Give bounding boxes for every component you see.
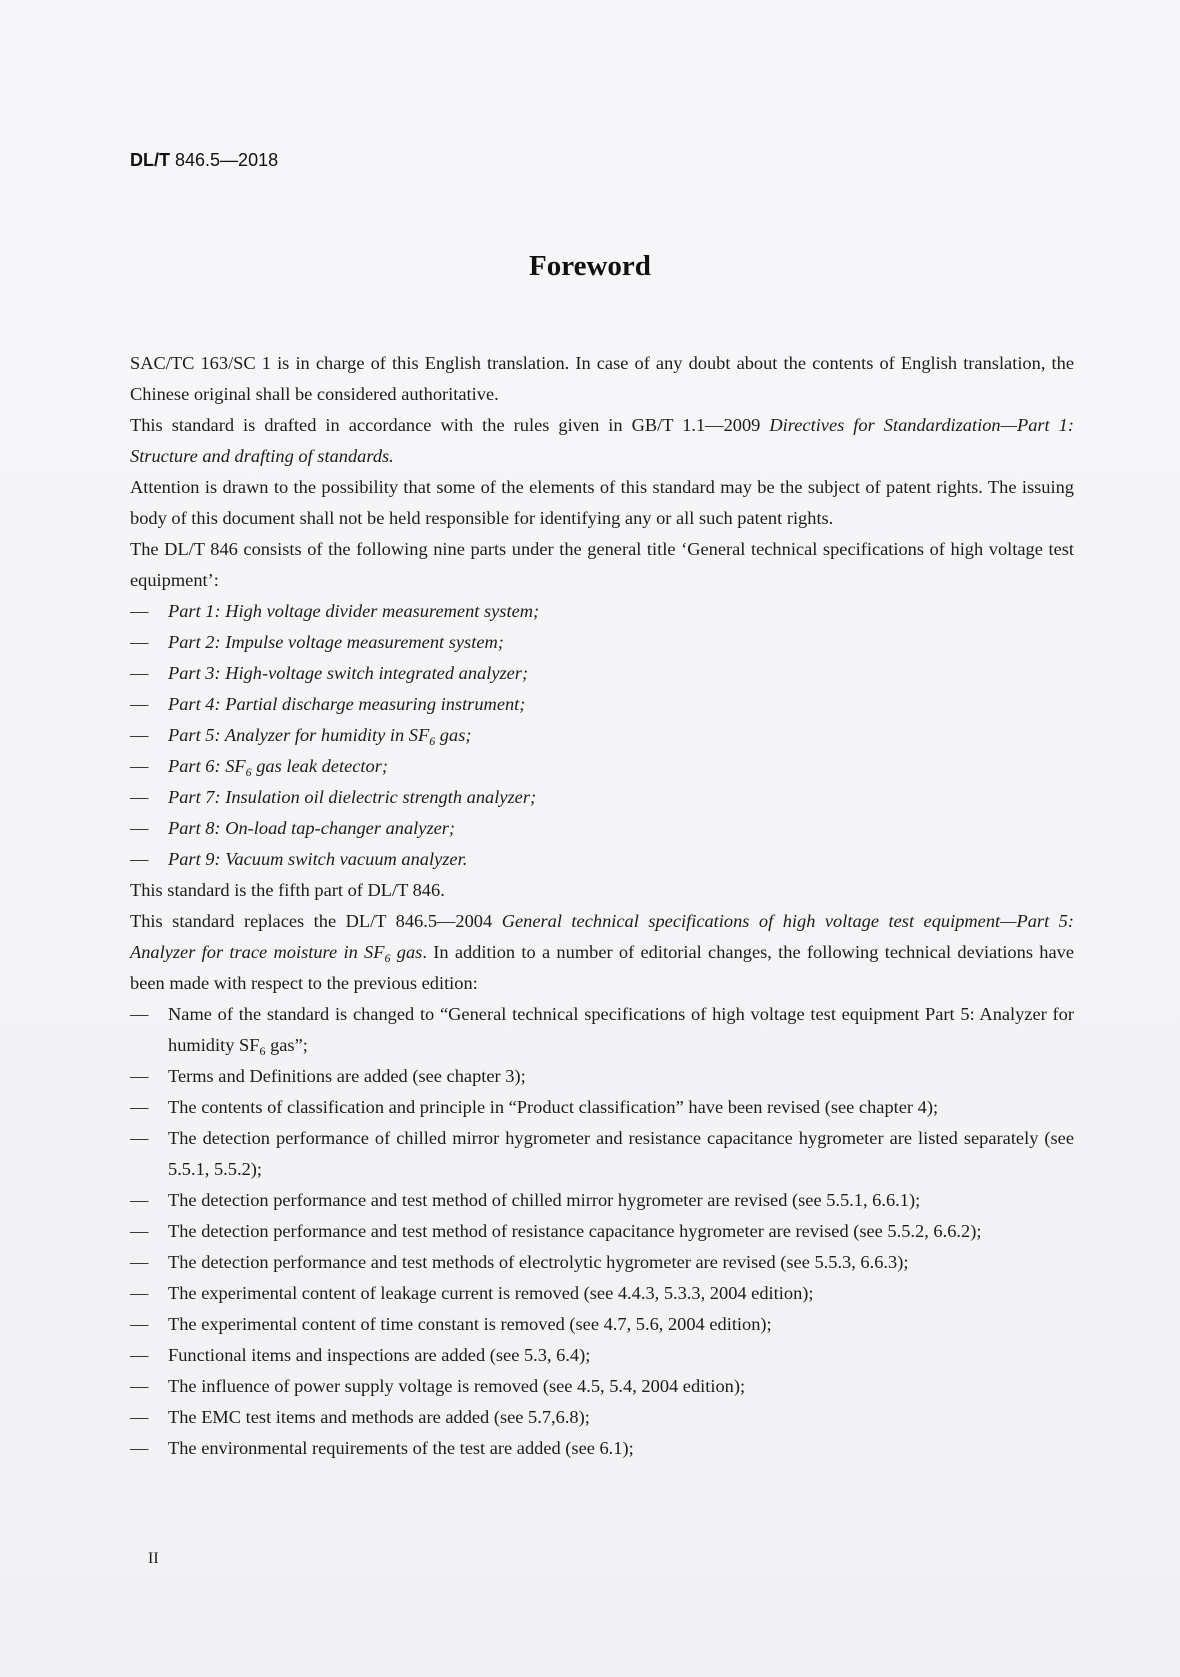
dash-bullet: — (130, 1097, 149, 1117)
dash-bullet: — (130, 1190, 149, 1210)
drafting-rules-text: This standard is drafted in accordance with the rules given in GB/T 1.1—2009 (130, 415, 770, 435)
change-name-sub: 6 (259, 1044, 266, 1058)
dash-bullet: — (130, 725, 149, 745)
change-text: The contents of classification and principle in “Product classification” have been revised (see chapter 4); (168, 1097, 939, 1117)
paragraph-fifth-part: This standard is the fifth part of DL/T 846. (130, 880, 445, 900)
list-item (130, 1402, 1074, 1433)
dash-bullet: — (130, 1438, 149, 1458)
list-item (130, 1123, 1074, 1185)
change-text: Functional items and inspections are added (see 5.3, 6.4); (168, 1345, 591, 1365)
replaces-lead: This standard replaces the DL/T 846.5—2004 (130, 911, 502, 931)
dash-bullet: — (130, 1004, 149, 1024)
directives-title: Directives for Standardization—Part 1: Structure and drafting of standards. (130, 415, 1074, 466)
change-name-lead: Name of the standard is changed to “General technical specifications of high voltage test equipment Part 5: Analyzer for humidity SF (168, 1004, 1074, 1055)
part6-tail: gas leak detector; (251, 756, 388, 776)
page-title: Foreword (529, 250, 651, 282)
standard-prefix: DL/T (130, 150, 170, 170)
part5-tail: gas; (435, 725, 472, 745)
dash-bullet: — (130, 1066, 149, 1086)
list-item (130, 627, 1074, 658)
changes-list (130, 999, 1074, 1464)
paragraph-patent-notice: Attention is drawn to the possibility that some of the elements of this standard may be the subject of patent rights. The issuing body of this document shall not be held responsible for identifying any or all such patent rights. (130, 477, 1074, 528)
dash-bullet: — (130, 601, 149, 621)
change-text: The detection performance and test methods of electrolytic hygrometer are revised (see 5.5.3, 6.6.3); (168, 1252, 909, 1272)
dash-bullet: — (130, 756, 149, 776)
list-item (130, 1278, 1074, 1309)
dash-bullet: — (130, 1252, 149, 1272)
dash-bullet: — (130, 787, 149, 807)
paragraph-parts-intro: The DL/T 846 consists of the following nine parts under the general title ‘General technical specifications of high voltage test equipment’: (130, 539, 1074, 590)
list-item (130, 1185, 1074, 1216)
change-text: The detection performance and test method of resistance capacitance hygrometer are revised (see 5.5.2, 6.6.2); (168, 1221, 982, 1241)
list-item (130, 1092, 1074, 1123)
replaces-italic-sub: 6 (384, 951, 391, 965)
part-title (168, 751, 1074, 782)
foreword-body (130, 348, 1074, 1464)
change-text: The influence of power supply voltage is removed (see 4.5, 5.4, 2004 edition); (168, 1376, 746, 1396)
standard-code-header (130, 150, 278, 171)
list-item (130, 658, 1074, 689)
dash-bullet: — (130, 1376, 149, 1396)
part5-lead: Part 5: Analyzer for humidity in SF (168, 725, 430, 745)
paragraph-drafting-rules (130, 410, 1074, 472)
part-title: Part 8: On-load tap-changer analyzer; (168, 818, 456, 838)
list-item (130, 1216, 1074, 1247)
list-item (130, 813, 1074, 844)
change-text: The EMC test items and methods are added (see 5.7,6.8); (168, 1407, 590, 1427)
dash-bullet: — (130, 1407, 149, 1427)
list-item (130, 596, 1074, 627)
part5-sub: 6 (429, 734, 436, 748)
dash-bullet: — (130, 663, 149, 683)
dash-bullet: — (130, 1314, 149, 1334)
paragraph-replaces (130, 906, 1074, 999)
list-item (130, 1061, 1074, 1092)
dash-bullet: — (130, 632, 149, 652)
part6-lead: Part 6: SF (168, 756, 246, 776)
list-item (130, 999, 1074, 1061)
change-text: The experimental content of leakage current is removed (see 4.4.3, 5.3.3, 2004 edition); (168, 1283, 814, 1303)
dash-bullet: — (130, 1128, 149, 1148)
dash-bullet: — (130, 1345, 149, 1365)
paragraph-translation-note: SAC/TC 163/SC 1 is in charge of this English translation. In case of any doubt about the contents of English translation, the Chinese original shall be considered authoritative. (130, 353, 1074, 404)
standard-number: 846.5—2018 (175, 150, 279, 170)
dash-bullet: — (130, 1283, 149, 1303)
list-item (130, 1433, 1074, 1464)
part-title: Part 2: Impulse voltage measurement system; (168, 632, 504, 652)
part6-sub: 6 (245, 765, 252, 779)
change-text: The detection performance and test method of chilled mirror hygrometer are revised (see 5.5.1, 6.6.1); (168, 1190, 921, 1210)
replaces-italic-text: General technical specifications of high voltage test equipment—Part 5: Analyzer for trace moisture in SF (130, 911, 1074, 962)
part-title: Part 9: Vacuum switch vacuum analyzer. (168, 849, 468, 869)
list-item (130, 689, 1074, 720)
part-title: Part 7: Insulation oil dielectric strength analyzer; (168, 787, 537, 807)
list-item (130, 1247, 1074, 1278)
list-item (130, 844, 1074, 875)
change-text: The experimental content of time constant is removed (see 4.7, 5.6, 2004 edition); (168, 1314, 772, 1334)
part-title: Part 4: Partial discharge measuring instrument; (168, 694, 526, 714)
part-title: Part 3: High-voltage switch integrated analyzer; (168, 663, 529, 683)
part-title (168, 720, 1074, 751)
dash-bullet: — (130, 849, 149, 869)
replaces-tail: . In addition to a number of editorial changes, the following technical deviations have been made with respect to the previous edition: (130, 942, 1074, 993)
replaces-italic-tail: gas (390, 942, 423, 962)
list-item (130, 1340, 1074, 1371)
dash-bullet: — (130, 1221, 149, 1241)
parts-list (130, 596, 1074, 875)
dash-bullet: — (130, 694, 149, 714)
list-item (130, 1309, 1074, 1340)
change-name-tail: gas”; (265, 1035, 308, 1055)
change-text (168, 999, 1074, 1061)
list-item (130, 720, 1074, 751)
part-title: Part 1: High voltage divider measurement system; (168, 601, 540, 621)
dash-bullet: — (130, 818, 149, 838)
page-number: II (148, 1550, 159, 1567)
list-item (130, 1371, 1074, 1402)
list-item (130, 782, 1074, 813)
list-item (130, 751, 1074, 782)
change-text: The environmental requirements of the test are added (see 6.1); (168, 1438, 634, 1458)
change-text: The detection performance of chilled mirror hygrometer and resistance capacitance hygrometer are listed separately (see 5.5.1, 5.5.2); (168, 1128, 1074, 1179)
change-text: Terms and Definitions are added (see chapter 3); (168, 1066, 526, 1086)
